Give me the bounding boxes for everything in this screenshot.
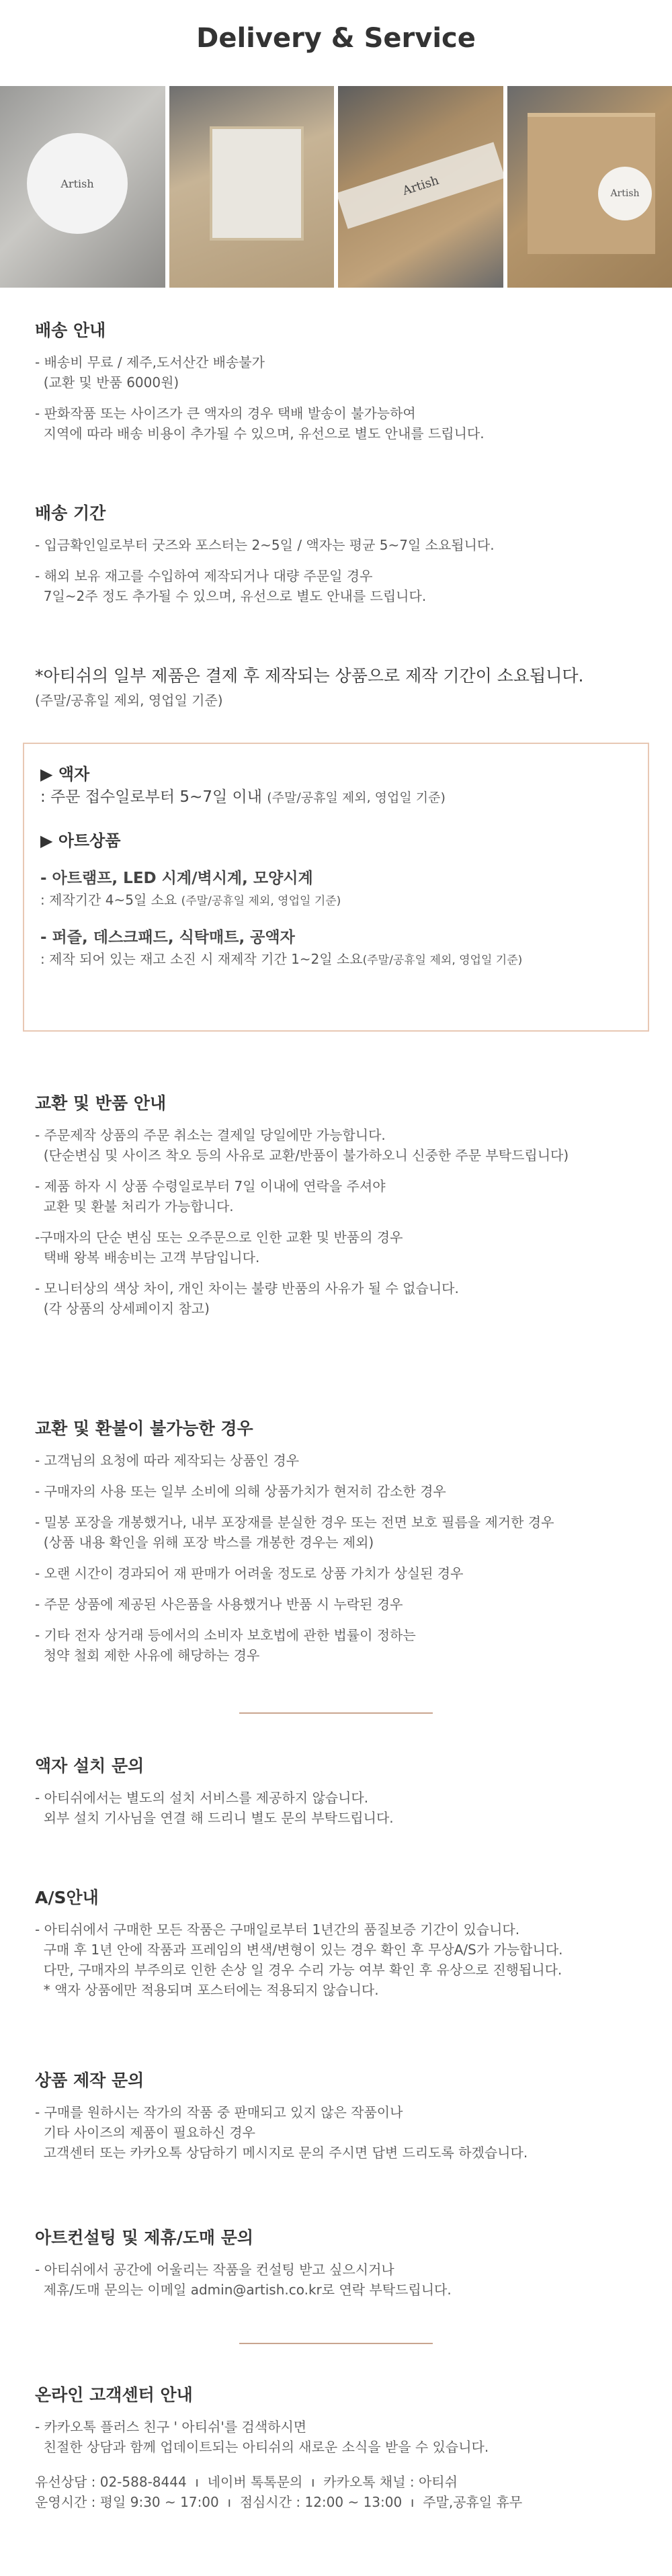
exchange-line: - 주문제작 상품의 주문 취소는 결제일 당일에만 가능합니다. [35, 1127, 386, 1143]
custom-section [35, 2067, 640, 2163]
section-divider [239, 2343, 433, 2344]
period-line: - 해외 보유 재고를 수입하여 제작되거나 대량 주문일 경우 [35, 568, 373, 584]
no-exchange-line: (상품 내용 확인을 위해 포장 박스를 개봉한 경우는 제외) [35, 1534, 374, 1550]
artish-tape-text: Artish [401, 173, 441, 198]
packaging-photo-tape [338, 86, 503, 288]
contact-phone: 유선상담 : 02-588-8444 ı 네이버 톡톡문의 ı 카카오톡 채널 : 아티쉬 [35, 2474, 458, 2490]
online-section [35, 2382, 640, 2512]
packaging-photo-box-open [169, 86, 335, 288]
as-section [35, 1884, 640, 2000]
install-title: 액자 설치 문의 [35, 1756, 144, 1776]
custom-line: 고객센터 또는 카카오톡 상담하기 메시지로 문의 주시면 답변 드리도록 하겠습니다. [35, 2145, 528, 2161]
as-title: A/S안내 [35, 1888, 99, 1907]
section-divider [239, 1712, 433, 1714]
frame-period-note: (주말/공휴일 제외, 영업일 기준) [267, 790, 446, 805]
frame-period [40, 786, 632, 809]
period-line: 7일~2주 정도 추가될 수 있으며, 유선으로 별도 안내를 드립니다. [35, 588, 427, 604]
exchange-title: 교환 및 반품 안내 [35, 1093, 167, 1113]
art-goods-title: ▶ 아트상품 [40, 831, 121, 850]
as-line: * 액자 상품에만 적용되며 포스터에는 적용되지 않습니다. [35, 1982, 379, 1998]
exchange-line: -구매자의 단순 변심 또는 오주문으로 인한 교환 및 반품의 경우 [35, 1229, 403, 1245]
group2-period-note: (주말/공휴일 제외, 영업일 기준) [362, 954, 523, 967]
packaging-photo-box-closed [507, 86, 672, 288]
delivery-line: - 배송비 무료 / 제주,도서산간 배송불가 [35, 354, 265, 370]
period-line: - 입금확인일로부터 굿즈와 포스터는 2~5일 / 액자는 평균 5~7일 소요됩니다. [35, 537, 495, 553]
notice-title: *아티쉬의 일부 제품은 결제 후 제작되는 상품으로 제작 기간이 소요됩니다. [35, 666, 584, 685]
frame-period-main: : 주문 접수일로부터 5~7일 이내 [40, 788, 267, 806]
exchange-line: (단순변심 및 사이즈 착오 등의 사유로 교환/반품이 불가하오니 신중한 주문 부탁드립니다) [35, 1147, 569, 1163]
group2-title: - 퍼즐, 데스크패드, 식탁매트, 공액자 [40, 929, 295, 946]
period-section [35, 500, 640, 606]
online-title: 온라인 고객센터 안내 [35, 2385, 193, 2405]
no-exchange-line: - 오랜 시간이 경과되어 재 판매가 어려울 정도로 상품 가치가 상실된 경우 [35, 1565, 464, 1581]
delivery-title: 배송 안내 [35, 321, 106, 340]
group1-period [40, 890, 632, 911]
consult-line: 제휴/도매 문의는 이메일 admin@artish.co.kr로 연락 부탁드립니다. [35, 2282, 452, 2298]
group1-title: - 아트램프, LED 시계/벽시계, 모양시계 [40, 870, 313, 887]
no-exchange-section [35, 1415, 640, 1665]
artish-sticker-text: Artish [610, 188, 640, 199]
period-title: 배송 기간 [35, 503, 106, 523]
delivery-line: 지역에 따라 배송 비용이 추가될 수 있으며, 유선으로 별도 안내를 드립니다. [35, 425, 485, 442]
online-line: - 카카오톡 플러스 친구 ' 아티쉬'를 검색하시면 [35, 2419, 307, 2435]
photo-strip [0, 86, 672, 288]
as-line: - 아티쉬에서 구매한 모든 작품은 구매일로부터 1년간의 품질보증 기간이 있습니다. [35, 1921, 520, 1938]
no-exchange-line: - 기타 전자 상거래 등에서의 소비자 보호법에 관한 법률이 정하는 [35, 1627, 416, 1643]
as-line: 구매 후 1년 안에 작품과 프레임의 변색/변형이 있는 경우 확인 후 무상A/S가 가능합니다. [35, 1942, 563, 1958]
consult-line: - 아티쉬에서 공간에 어울리는 작품을 컨설팅 받고 싶으시거나 [35, 2261, 394, 2278]
no-exchange-line: - 밀봉 포장을 개봉했거나, 내부 포장재를 분실한 경우 또는 전면 보호 필름을 제거한 경우 [35, 1514, 554, 1530]
no-exchange-line: - 고객님의 요청에 따라 제작되는 상품인 경우 [35, 1452, 300, 1468]
no-exchange-line: 청약 철회 제한 사유에 해당하는 경우 [35, 1647, 260, 1663]
exchange-line: 교환 및 환불 처리가 가능합니다. [35, 1198, 234, 1214]
artish-tape [338, 142, 503, 228]
delivery-section [35, 317, 640, 444]
bubble-wrap-sticker [27, 133, 128, 234]
group2-period-main: : 제작 되어 있는 재고 소진 시 재제작 기간 1~2일 소요 [40, 951, 363, 967]
install-section [35, 1753, 640, 1828]
no-exchange-title: 교환 및 환불이 불가능한 경우 [35, 1419, 253, 1438]
production-notice [35, 663, 640, 711]
exchange-line: - 모니터상의 색상 차이, 개인 차이는 불량 반품의 사유가 될 수 없습니다. [35, 1280, 459, 1296]
box-inner [210, 126, 304, 241]
consult-section [35, 2225, 640, 2300]
delivery-line: - 판화작품 또는 사이즈가 큰 액자의 경우 택배 발송이 불가능하여 [35, 405, 416, 421]
consult-title: 아트컨설팅 및 제휴/도매 문의 [35, 2228, 254, 2247]
custom-line: 기타 사이즈의 제품이 필요하신 경우 [35, 2124, 255, 2141]
artish-logo-text: Artish [60, 177, 94, 190]
no-exchange-line: - 주문 상품에 제공된 사은품을 사용했거나 반품 시 누락된 경우 [35, 1596, 403, 1612]
artish-sticker [598, 167, 652, 220]
exchange-section [35, 1090, 640, 1319]
install-line: - 아티쉬에서는 별도의 설치 서비스를 제공하지 않습니다. [35, 1790, 369, 1806]
contact-hours: 운영시간 : 평일 9:30 ~ 17:00 ı 점심시간 : 12:00 ~ 13:00 ı 주말,공휴일 휴무 [35, 2494, 523, 2510]
install-line: 외부 설치 기사님을 연결 해 드리니 별도 문의 부탁드립니다. [35, 1810, 394, 1826]
group1-period-main: : 제작기간 4~5일 소요 [40, 892, 181, 908]
delivery-line: (교환 및 반품 6000원) [35, 374, 179, 390]
packaging-photo-wrapping [0, 86, 165, 288]
page-title: Delivery & Service [196, 23, 476, 54]
exchange-line: 택배 왕복 배송비는 고객 부담입니다. [35, 1249, 260, 1265]
as-line: 다만, 구매자의 부주의로 인한 손상 일 경우 수리 가능 여부 확인 후 유상으로 진행됩니다. [35, 1962, 562, 1978]
exchange-line: - 제품 하자 시 상품 수령일로부터 7일 이내에 연락을 주셔야 [35, 1178, 386, 1194]
notice-sub: (주말/공휴일 제외, 영업일 기준) [35, 692, 223, 708]
custom-title: 상품 제작 문의 [35, 2071, 144, 2090]
frame-title: ▶ 액자 [40, 765, 90, 784]
group2-period [40, 949, 632, 970]
exchange-line: (각 상품의 상세페이지 참고) [35, 1300, 210, 1317]
custom-line: - 구매를 원하시는 작가의 작품 중 판매되고 있지 않은 작품이나 [35, 2104, 403, 2120]
online-line: 친절한 상담과 함께 업데이트되는 아티쉬의 새로운 소식을 받을 수 있습니다. [35, 2439, 489, 2455]
production-period-box [23, 743, 649, 1032]
no-exchange-line: - 구매자의 사용 또는 일부 소비에 의해 상품가치가 현저히 감소한 경우 [35, 1483, 446, 1499]
group1-period-note: (주말/공휴일 제외, 영업일 기준) [181, 895, 341, 908]
